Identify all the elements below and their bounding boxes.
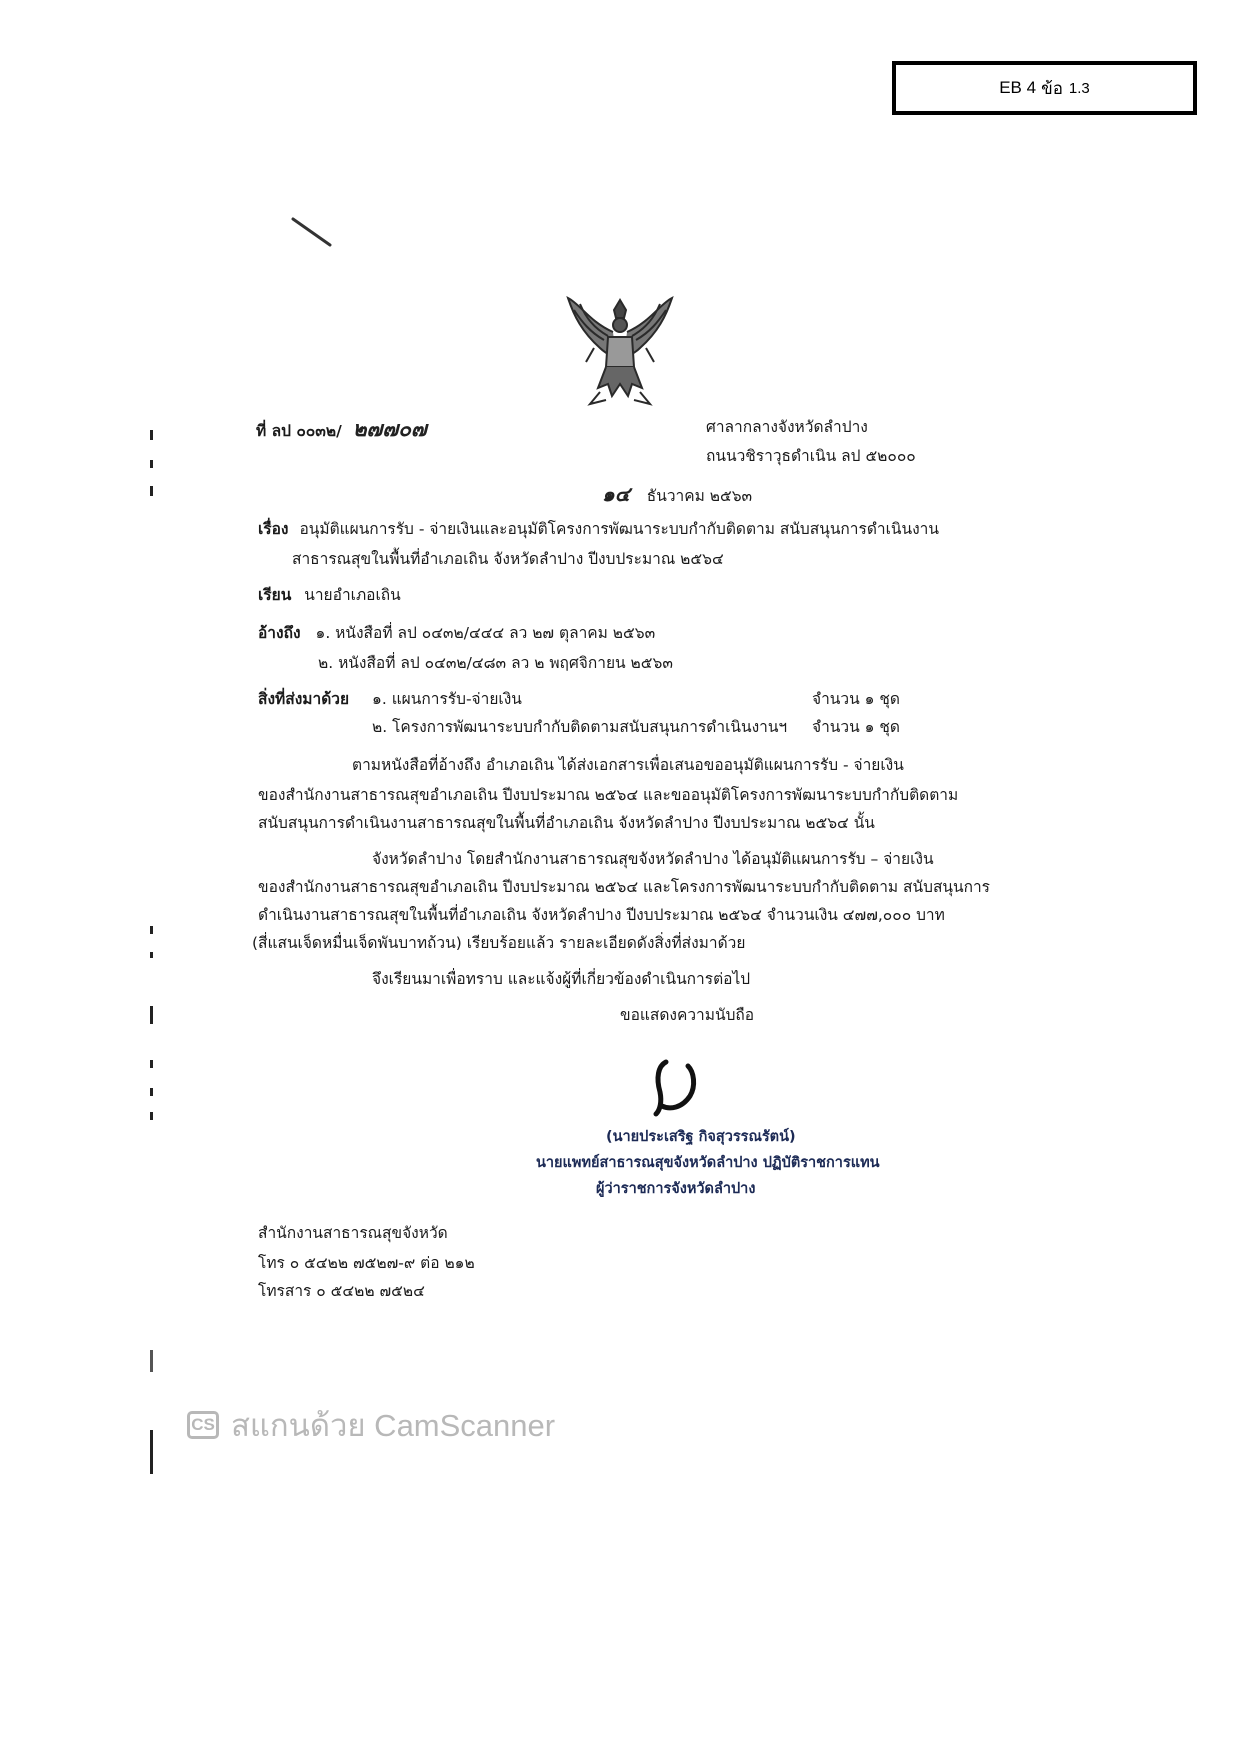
subject [258,522,939,538]
paragraph-2-line-1: จังหวัดลำปาง โดยสำนักงานสาธารณสุขจังหวัดลำปาง ได้อนุมัติแผนการรับ – จ่ายเงิน [372,850,934,868]
paragraph-1-line-2: ของสำนักงานสาธารณสุขอำเภอเถิน ปีงบประมาณ ๒๕๖๔ และขออนุมัติโครงการพัฒนาระบบกำกับติดตาม [258,786,959,804]
paragraph-1-line-1: ตามหนังสือที่อ้างถึง อำเภอเถิน ได้ส่งเอกสารเพื่อเสนอขออนุมัติแผนการรับ - จ่ายเงิน [352,756,904,774]
scan-edge-mark [150,1060,153,1068]
addressee-label: เรียน [258,586,292,604]
enclosures-label: สิ่งที่ส่งมาด้วย [258,690,350,708]
tag-code: EB 4 [999,78,1037,97]
enclosure-item-1: ๑. แผนการรับ-จ่ายเงิน [372,690,522,708]
references-label: อ้างถึง [258,624,301,642]
reference-item-1: ๑. หนังสือที่ ลป ๐๔๓๒/๔๔๔ ลว ๒๗ ตุลาคม ๒๕๖๓ [315,624,656,642]
scan-edge-mark [150,1006,153,1024]
signer-title-2: ผู้ว่าราชการจังหวัดลำปาง [596,1181,756,1197]
camscanner-watermark [187,1400,555,1450]
scan-edge-mark [150,926,153,934]
signer-name: (นายประเสริฐ กิจสุวรรณรัตน์) [606,1129,796,1145]
paragraph-2-line-4: (สี่แสนเจ็ดหมื่นเจ็ดพันบาทถ้วน) เรียบร้อยแล้ว รายละเอียดดังสิ่งที่ส่งมาด้วย [252,934,746,952]
scan-edge-mark [150,1430,153,1474]
footer-tel: โทร ๐ ๕๔๒๒ ๗๕๒๗-๙ ต่อ ๒๑๒ [258,1254,475,1272]
enclosure-item-2-qty: จำนวน ๑ ชุด [812,718,900,736]
letter-date: ๑๔ ธันวาคม ๒๕๖๓ [602,482,753,506]
org-name: ศาลากลางจังหวัดลำปาง [706,418,868,436]
signature [648,1056,708,1118]
org-address: ถนนวชิราวุธดำเนิน ลป ๕๒๐๐๐ [706,447,916,465]
addressee-value: นายอำเภอเถิน [304,586,401,604]
scan-edge-mark [150,1112,153,1120]
paragraph-2-line-2: ของสำนักงานสาธารณสุขอำเภอเถิน ปีงบประมาณ ๒๕๖๔ และโครงการพัฒนาระบบกำกับติดตาม สนับสนุนการ [258,878,991,896]
subject-line-2: สาธารณสุขในพื้นที่อำเภอเถิน จังหวัดลำปาง ปีงบประมาณ ๒๕๖๔ [292,550,724,568]
scan-edge-mark [150,952,153,958]
scan-edge-mark [150,1350,153,1372]
footer-fax: โทรสาร ๐ ๕๔๒๒ ๗๕๒๔ [258,1282,425,1300]
tag-item-number: 1.3 [1068,79,1090,97]
closing: ขอแสดงความนับถือ [620,1006,755,1024]
reference-number: ที่ ลป ๐๐๓๒/ ๒๗๗๐๗ [256,416,427,441]
scan-edge-mark [150,460,153,468]
footer-org: สำนักงานสาธารณสุขจังหวัด [258,1224,448,1242]
watermark-text: สแกนด้วย CamScanner [231,1408,556,1443]
document-tag-box [892,61,1197,115]
paragraph-1-line-3: สนับสนุนการดำเนินงานสาธารณสุขในพื้นที่อำเภอเถิน จังหวัดลำปาง ปีงบประมาณ ๒๕๖๔ นั้น [258,814,875,832]
reference-number-handwritten: ๒๗๗๐๗ [352,416,427,441]
signer-title: นายแพทย์สาธารณสุขจังหวัดลำปาง ปฏิบัติราชการแทน [536,1155,880,1171]
enclosure-item-1-qty: จำนวน ๑ ชุด [812,690,900,708]
paragraph-2-line-3: ดำเนินงานสาธารณสุขในพื้นที่อำเภอเถิน จังหวัดลำปาง ปีงบประมาณ ๒๕๖๔ จำนวนเงิน ๔๗๗,๐๐๐ บาท [258,906,945,924]
subject-label: เรื่อง [258,520,289,538]
camscanner-logo-icon: CS [187,1411,219,1439]
references [258,626,655,642]
date-day-handwritten: ๑๔ [602,482,630,506]
garuda-emblem-icon [560,292,680,410]
pen-mark [290,215,335,250]
paragraph-3: จึงเรียนมาเพื่อทราบ และแจ้งผู้ที่เกี่ยวข้องดำเนินการต่อไป [372,970,751,988]
enclosure-item-2: ๒. โครงการพัฒนาระบบกำกับติดตามสนับสนุนการดำเนินงานฯ [372,718,788,736]
reference-item-2: ๒. หนังสือที่ ลป ๐๔๓๒/๔๘๓ ลว ๒ พฤศจิกายน ๒๕๖๓ [318,654,673,672]
scan-edge-mark [150,1088,153,1096]
addressee [258,588,401,604]
subject-line-1: อนุมัติแผนการรับ - จ่ายเงินและอนุมัติโครงการพัฒนาระบบกำกับติดตาม สนับสนุนการดำเนินงาน [299,520,939,538]
tag-item-label: ข้อ [1041,78,1063,98]
scan-edge-mark [150,430,153,440]
scan-edge-mark [150,486,153,496]
